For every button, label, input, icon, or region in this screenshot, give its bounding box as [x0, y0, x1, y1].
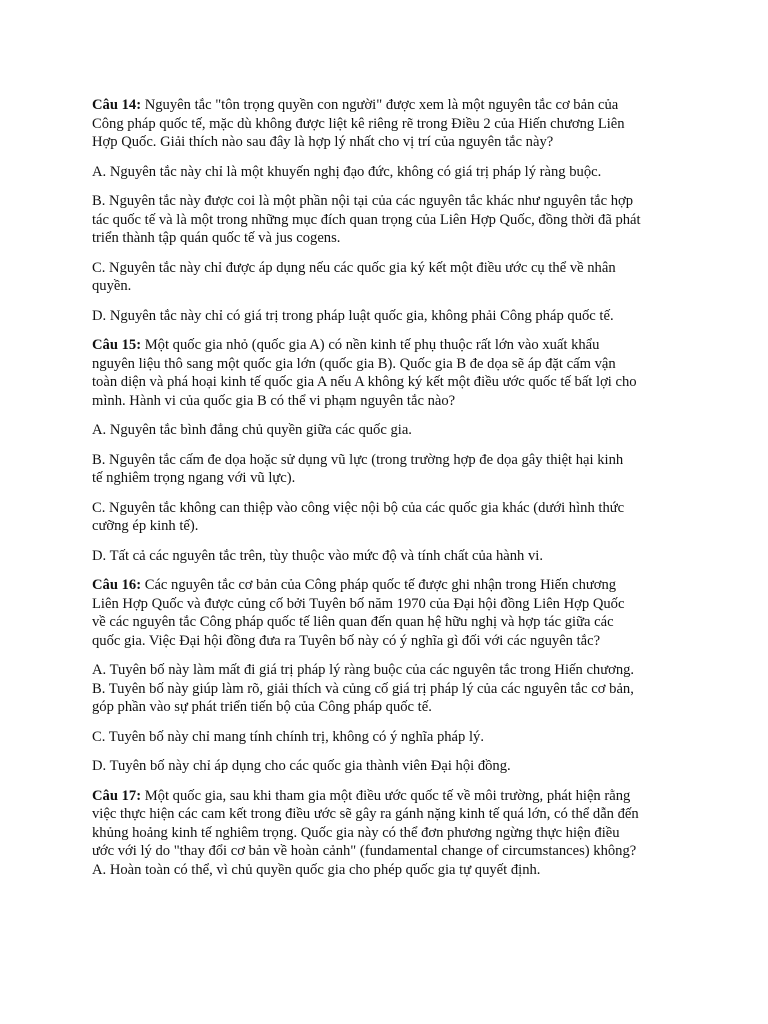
question-label: Câu 14: [92, 97, 142, 113]
question-14 [92, 96, 682, 152]
question-text: Một quốc gia nhỏ (quốc gia A) có nền kinh tế phụ thuộc rất lớn vào xuất khẩu nguyên liệu thô sang một quốc gia lớn (quốc gia B). Quốc gia B đe dọa sẽ áp đặt cấm vận toàn diện và phá hoại kinh tế quốc gia A nếu A không ký kết một điều ước quốc tế bất lợi cho mình. Hành vi của quốc gia B có thể vi phạm nguyên tắc nào? [92, 337, 637, 409]
answer-option: B. Nguyên tắc này được coi là một phần nội tại của các nguyên tắc khác như nguyên tắc hợp tác quốc tế và là một trong những mục đích quan trọng của Liên Hợp Quốc, đồng thời đã phát triển thành tập quán quốc tế và jus cogens. [92, 193, 641, 246]
document-page [92, 96, 682, 879]
answer-option: B. Nguyên tắc cấm đe dọa hoặc sử dụng vũ lực (trong trường hợp đe dọa gây thiệt hại kinh tế nghiêm trọng ngang với vũ lực). [92, 451, 624, 486]
answer-option: C. Tuyên bố này chỉ mang tính chính trị, không có ý nghĩa pháp lý. [92, 728, 484, 745]
question-label: Câu 15: [92, 337, 142, 353]
question-label: Câu 16: [92, 577, 142, 593]
answer-option: C. Nguyên tắc này chỉ được áp dụng nếu các quốc gia ký kết một điều ước cụ thể về nhân quyền. [92, 259, 616, 294]
question-text: Nguyên tắc "tôn trọng quyền con người" được xem là một nguyên tắc cơ bản của Công pháp quốc tế, mặc dù không được liệt kê riêng rẽ trong Điều 2 của Hiến chương Liên Hợp Quốc. Giải thích nào sau đây là hợp lý nhất cho vị trí của nguyên tắc này? [92, 97, 625, 150]
question-15 [92, 336, 682, 410]
answer-option: D. Tất cả các nguyên tắc trên, tùy thuộc vào mức độ và tính chất của hành vi. [92, 547, 543, 564]
answer-option: D. Nguyên tắc này chỉ có giá trị trong pháp luật quốc gia, không phải Công pháp quốc tế. [92, 307, 614, 324]
question-16 [92, 576, 682, 650]
question-text: Các nguyên tắc cơ bản của Công pháp quốc tế được ghi nhận trong Hiến chương Liên Hợp Quốc và được củng cố bởi Tuyên bố năm 1970 của Đại hội đồng Liên Hợp Quốc về các nguyên tắc Công pháp quốc tế liên quan đến quan hệ hữu nghị và hợp tác giữa các quốc gia. Việc Đại hội đồng đưa ra Tuyên bố này có ý nghĩa gì đối với các nguyên tắc? [92, 577, 625, 649]
answer-option: C. Nguyên tắc không can thiệp vào công việc nội bộ của các quốc gia khác (dưới hình thức cưỡng ép kinh tế). [92, 499, 625, 534]
question-label: Câu 17: [92, 787, 142, 804]
answer-option: A. Nguyên tắc bình đẳng chủ quyền giữa các quốc gia. [92, 422, 412, 438]
answer-option: A. Nguyên tắc này chỉ là một khuyến nghị đạo đức, không có giá trị pháp lý ràng buộc. [92, 163, 602, 180]
question-text: Một quốc gia, sau khi tham gia một điều ước quốc tế về môi trường, phát hiện rằng việc thực hiện các cam kết trong điều ước sẽ gây ra gánh nặng kinh tế quá lớn, có thể dẫn đến khủng hoảng kinh tế nghiêm trọng. Quốc gia này có thể đơn phương ngừng thực hiện điều ước với lý do "thay đổi cơ bản về hoàn cảnh" (fundamental change of circumstances) không? A. Hoàn toàn có thể, vì chủ quyền quốc gia cho phép quốc gia tự quyết định. [92, 787, 639, 878]
answer-option: D. Tuyên bố này chỉ áp dụng cho các quốc gia thành viên Đại hội đồng. [92, 758, 511, 774]
question-17 [92, 787, 682, 880]
answer-option: A. Tuyên bố này làm mất đi giá trị pháp lý ràng buộc của các nguyên tắc trong Hiến chương. B. Tuyên bố này giúp làm rõ, giải thích và củng cố giá trị pháp lý của các nguyên tắc cơ bản, góp phần vào sự phát triển tiến bộ của Công pháp quốc tế. [92, 662, 635, 715]
